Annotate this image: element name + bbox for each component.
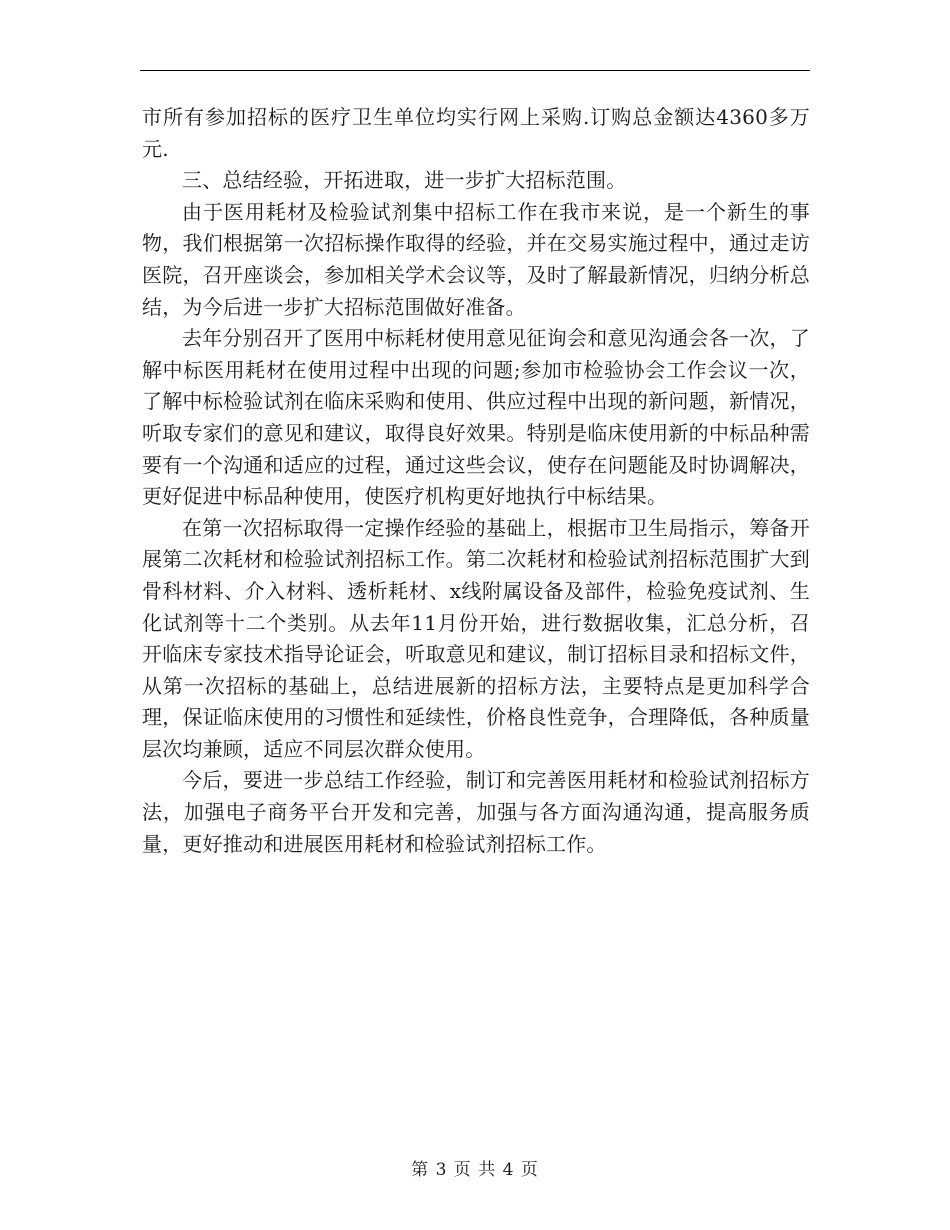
paragraph-body-3: 在第一次招标取得一定操作经验的基础上，根据市卫生局指示，筹备开展第二次耗材和检验试剂招标工作。第二次耗材和检验试剂招标范围扩大到骨科材料、介入材料、透析耗材、x线附属设备及部件，检验免疫试剂、生化试剂等十二个类别。从去年11月份开始，进行数据收集，汇总分析，召开临床专家技术指导论证会，听取意见和建议，制订招标目录和招标文件，从第一次招标的基础上，总结进展新的招标方法，主要特点是更加科学合理，保证临床使用的习惯性和延续性，价格良性竞争，合理降低，各种质量层次均兼顾，适应不同层次群众使用。	[142, 515, 810, 761]
document-body	[142, 102, 810, 860]
paragraph-continuation: 市所有参加招标的医疗卫生单位均实行网上采购.订购总金额达4360多万元.	[142, 105, 810, 161]
paragraph-body-1: 由于医用耗材及检验试剂集中招标工作在我市来说，是一个新生的事物，我们根据第一次招标操作取得的经验，并在交易实施过程中，通过走访医院，召开座谈会，参加相关学术会议等，及时了解最新情况，归纳分析总结，为今后进一步扩大招标范围做好准备。	[142, 199, 810, 319]
section-heading-3: 三、总结经验，开拓进取，进一步扩大招标范围。	[182, 168, 627, 193]
paragraph-body-2: 去年分别召开了医用中标耗材使用意见征询会和意见沟通会各一次，了解中标医用耗材在使用过程中出现的问题;参加市检验协会工作会议一次，了解中标检验试剂在临床采购和使用、供应过程中出现的新问题，新情况，听取专家们的意见和建议，取得良好效果。特别是临床使用新的中标品种需要有一个沟通和适应的过程，通过这些会议，使存在问题能及时协调解决，更好促进中标品种使用，使医疗机构更好地执行中标结果。	[142, 326, 810, 509]
paragraph-body-4: 今后，要进一步总结工作经验，制订和完善医用耗材和检验试剂招标方法，加强电子商务平台开发和完善，加强与各方面沟通沟通，提高服务质量，更好推动和进展医用耗材和检验试剂招标工作。	[142, 768, 810, 856]
header-rule	[140, 70, 810, 71]
page-number-footer: 第 3 页 共 4 页	[411, 1160, 539, 1180]
